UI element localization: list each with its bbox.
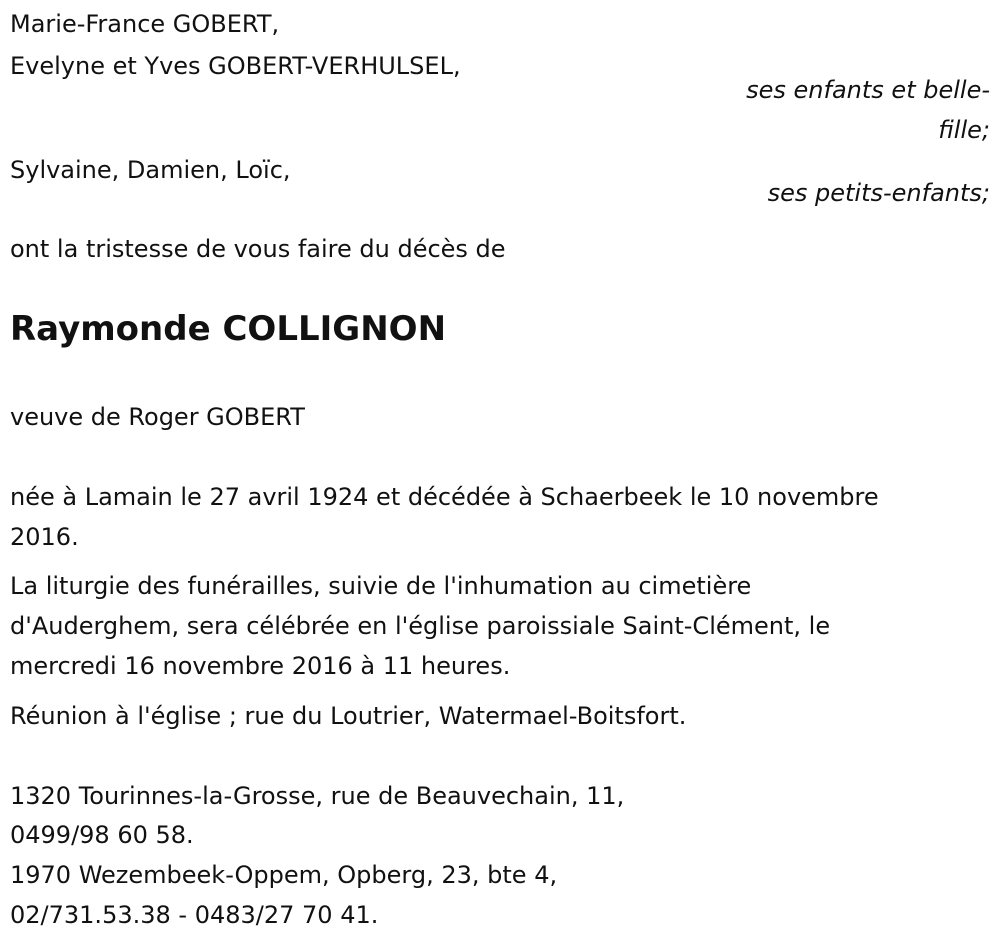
funeral-line-3: mercredi 16 novembre 2016 à 11 heures. [10,652,511,680]
family-line-children-2: Evelyne et Yves GOBERT-VERHULSEL, [10,52,461,80]
deceased-name: Raymonde COLLIGNON [10,309,447,349]
birth-death-line-1: née à Lamain le 27 avril 1924 et décédée à Schaerbeek le 10 novembre [10,483,879,511]
birth-death-line-2: 2016. [10,523,79,551]
role-grandchildren-label: ses petits-enfants; [767,179,990,207]
family-line-grandchildren: Sylvaine, Damien, Loïc, [10,156,291,184]
role-children-label-1: ses enfants et belle- [746,76,990,104]
role-children-label-2: fille; [938,116,990,144]
funeral-line-2: d'Auderghem, sera célébrée en l'église paroissiale Saint-Clément, le [10,612,831,640]
announcement-text: ont la tristesse de vous faire du décès de [10,235,506,263]
contact-address-1: 1320 Tourinnes-la-Grosse, rue de Beauvechain, 11, [10,782,625,810]
funeral-line-1: La liturgie des funérailles, suivie de l'inhumation au cimetière [10,572,752,600]
meeting-text: Réunion à l'église ; rue du Loutrier, Watermael-Boitsfort. [10,702,687,730]
contact-address-2: 1970 Wezembeek-Oppem, Opberg, 23, bte 4, [10,861,558,889]
widow-of-text: veuve de Roger GOBERT [10,403,305,431]
contact-phone-1: 0499/98 60 58. [10,821,194,849]
contact-phone-2: 02/731.53.38 - 0483/27 70 41. [10,901,379,929]
family-line-children-1: Marie-France GOBERT, [10,10,280,38]
